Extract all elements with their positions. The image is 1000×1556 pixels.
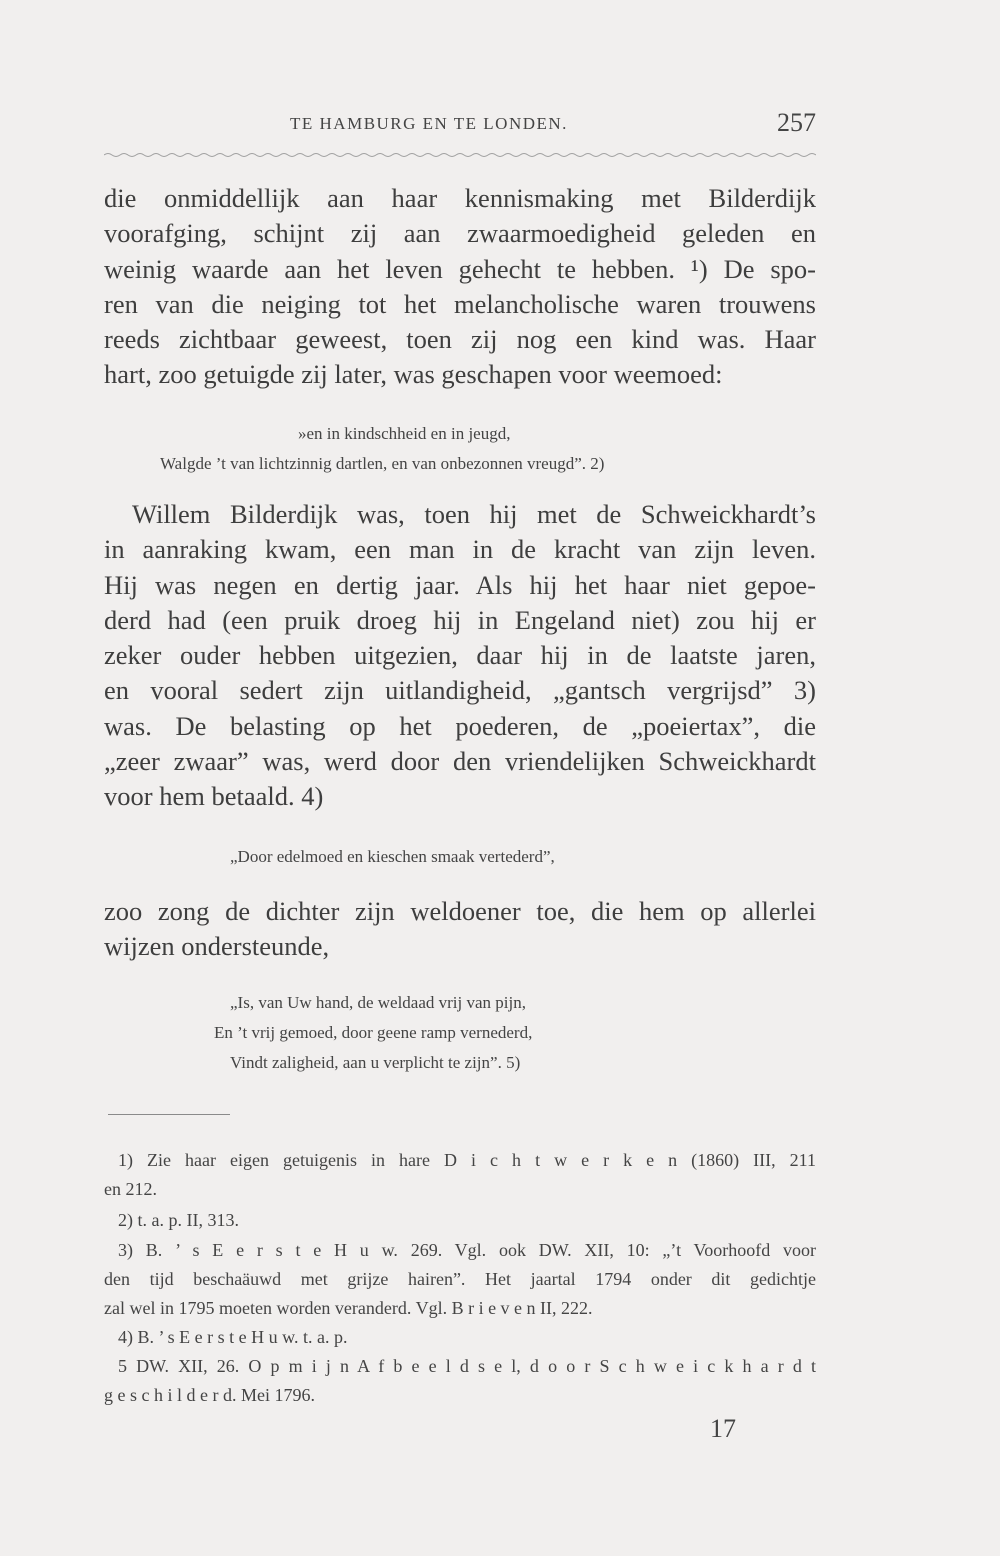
text-line: zoo zong de dichter zijn weldoener toe, die hem op allerlei [104, 896, 816, 926]
text-line: zeker ouder hebben uitgezien, daar hij in de laatste jaren, [104, 640, 816, 671]
text-line: wijzen ondersteunde, [104, 931, 330, 962]
text-line: in aanraking kwam, een man in de kracht van zijn leven. [104, 534, 816, 565]
paragraph-1 [104, 181, 816, 393]
text-line: voorafging, schijnt zij aan zwaarmoedigheid geleden en [104, 218, 816, 249]
footnote-4 [104, 1323, 816, 1352]
text-line: ren van die neiging tot het melancholische waren trouwens [104, 288, 816, 319]
running-title: TE HAMBURG EN TE LONDEN. [290, 114, 568, 133]
text-line: Hij was negen en dertig jaar. Als hij het haar niet gepoe- [104, 569, 816, 600]
footnote-1 [104, 1146, 816, 1204]
footnote-3 [104, 1236, 816, 1323]
footnote-5 [104, 1352, 816, 1410]
text-line: reeds zichtbaar geweest, toen zij nog een kind was. Haar [104, 324, 816, 355]
footnote-separator [108, 1114, 230, 1115]
footnote-line: 1) Zie haar eigen getuigenis in hare D i c h t w e r k e n (1860) III, 211 [118, 1150, 816, 1170]
text-line: derd had (een pruik droeg hij in Engeland niet) zou hij er [104, 604, 816, 635]
footnote-line: 2) t. a. p. II, 313. [118, 1210, 239, 1230]
footnote-line: zal wel in 1795 moeten worden veranderd. Vgl. B r i e v e n II, 222. [104, 1298, 593, 1318]
footnote-line: 3) B. ’ s E e r s t e H u w. 269. Vgl. ook DW. XII, 10: „’t Voorhoofd voor [118, 1240, 816, 1260]
signature-mark: 17 [710, 1414, 736, 1443]
footnote-line: 4) B. ’ s E e r s t e H u w. t. a. p. [118, 1327, 348, 1347]
footnote-line: en 212. [104, 1179, 157, 1199]
footnote-line: g e s c h i l d e r d. Mei 1796. [104, 1385, 315, 1405]
footnote-line: 5 DW. XII, 26. O p m i j n A f b e e l d s e l, d o o r S c h w e i c k h a r d t [118, 1356, 816, 1376]
verse-line: »en in kindschheid en in jeugd, [298, 424, 511, 443]
text-line: hart, zoo getuigde zij later, was geschapen voor weemoed: [104, 359, 723, 390]
text-line: die onmiddellijk aan haar kennismaking met Bilderdijk [104, 183, 816, 213]
footnote-line: den tijd beschaäuwd met grijze hairen”. Het jaartal 1794 onder dit gedichtje [104, 1269, 816, 1289]
running-header [104, 108, 816, 148]
verse-line: Vindt zaligheid, aan u verplicht te zijn”. 5) [230, 1053, 521, 1072]
text-line: weinig waarde aan het leven gehecht te hebben. ¹) De spo- [104, 253, 816, 284]
verse-line: Walgde ’t van lichtzinnig dartlen, en van onbezonnen vreugd”. 2) [160, 454, 605, 473]
text-line: was. De belasting op het poederen, de „poeiertax”, die [104, 710, 816, 741]
header-rule [104, 152, 816, 158]
text-line: „zeer zwaar” was, werd door den vriendelijken Schweickhardt [104, 746, 816, 777]
text-line: en vooral sedert zijn uitlandigheid, „gantsch vergrijsd” 3) [104, 675, 816, 706]
verse-line: „Is, van Uw hand, de weldaad vrij van pijn, [230, 993, 526, 1012]
paragraph-3 [104, 894, 816, 965]
paragraph-2 [104, 497, 816, 815]
verse-line: En ’t vrij gemoed, door geene ramp vernederd, [214, 1023, 533, 1042]
text-line: voor hem betaald. 4) [104, 781, 324, 812]
footnote-2 [104, 1206, 816, 1235]
text-line: Willem Bilderdijk was, toen hij met de Schweickhardt’s [132, 499, 816, 529]
verse-line: „Door edelmoed en kieschen smaak vertederd”, [230, 847, 555, 866]
page-number: 257 [777, 108, 816, 137]
